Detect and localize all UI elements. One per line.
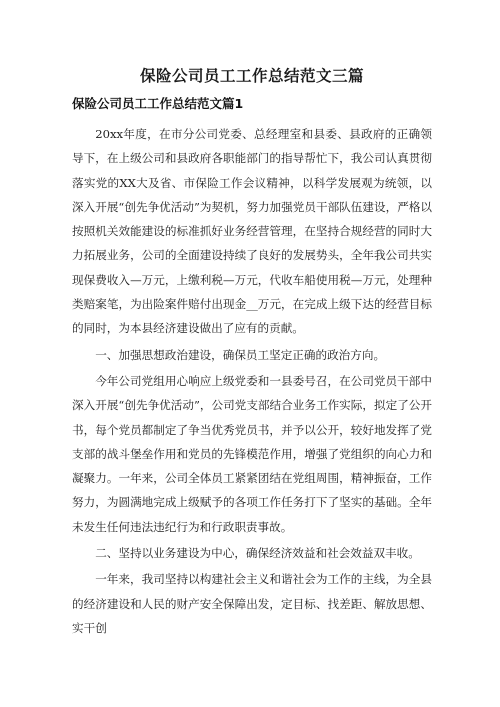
paragraph-heading-2: 二、坚持以业务建设为中心，确保经济效益和社会效益双丰收。 xyxy=(95,546,420,561)
section-title: 保险公司员工工作总结范文篇1 xyxy=(72,96,244,111)
paragraph-body-1: 今年公司党组用心响应上级党委和一县委号召，在公司党员干部中深入开展“创先争优活动”，公司党支部结合业务工作实际，拟定了公开书，每个党员都制定了争当优秀党员书，并予以公开，较好地发挥了党支部的战斗堡垒作用和党员的先锋模范作用，增强了党组织的向心力和凝聚力。一年来，公司全体员工紧紧团结在党组周围，精神振奋，工作努力，为圆满地完成上级赋予的各项工作任务打下了坚实的基础。全年未发生任何违法违纪行为和行政职责事故。 xyxy=(72,373,432,534)
paragraph-intro: 20xx年度，在市分公司党委、总经理室和县委、县政府的正确领导下，在上级公司和县政府各职能部门的指导帮忙下，我公司认真贯彻落实党的XX大及省、市保险工作会议精神，以科学发展观为统领，以深入开展“创先争优活动”为契机，努力加强党员干部队伍建设，严格以按照机关效能建设的标准抓好业务经营管理，在坚持合规经营的同时大力拓展业务，公司的全面建设持续了良好的发展势头，全年我公司共实现保费收入—万元，上缴利税—万元，代收车船使用税—万元，处理种类赔案笔，为出险案件赔付出现金__万元，在完成上级下达的经营目标的同时，为本县经济建设做出了应有的贡献。 xyxy=(72,127,432,336)
document-title: 保险公司员工工作总结范文三篇 xyxy=(139,66,364,85)
paragraph-body-2: 一年来，我司坚持以构建社会主义和谐社会为工作的主线，为全县的经济建设和人民的财产安全保障出发，定目标、找差距、解放思想、实干创 xyxy=(72,572,432,635)
paragraph-heading-1: 一、加强思想政治建设，确保员工坚定正确的政治方向。 xyxy=(95,347,386,362)
